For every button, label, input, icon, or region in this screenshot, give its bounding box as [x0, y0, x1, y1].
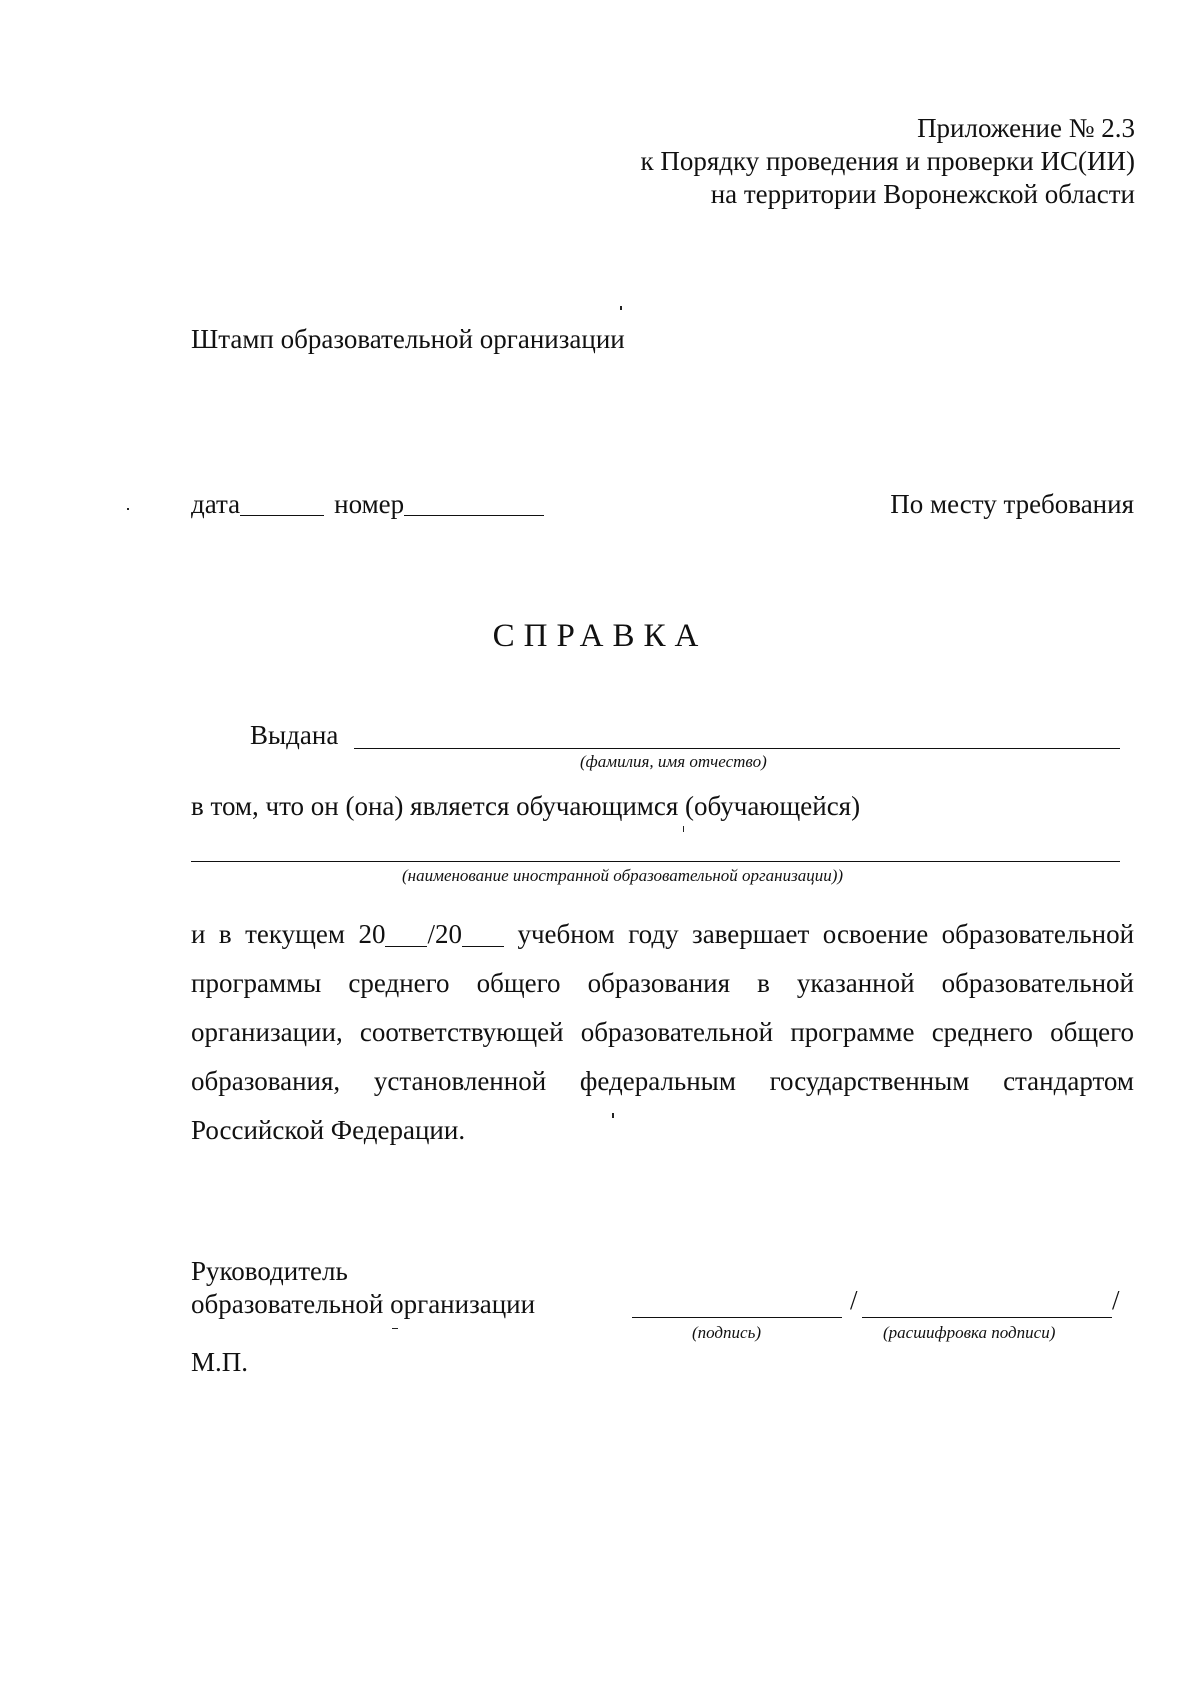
appendix-header — [435, 112, 1135, 211]
appendix-region: на территории Воронежской области — [710, 179, 1135, 209]
scan-speck — [127, 508, 129, 510]
year-end-blank[interactable] — [462, 924, 504, 947]
body-line-1: и в текущем 20 /20 учебном году завершает освоение образовательной — [191, 919, 1135, 949]
signature-slash-1: / — [850, 1285, 858, 1315]
signatory-role-line1: Руководитель — [191, 1256, 348, 1286]
signatory-role — [191, 1255, 535, 1321]
body-line-5: Российской Федерации. — [191, 1115, 466, 1145]
appendix-number: Приложение № 2.3 — [917, 113, 1135, 143]
date-blank[interactable] — [240, 489, 324, 516]
scan-speck — [620, 306, 622, 310]
organization-blank-line[interactable] — [191, 861, 1120, 862]
date-number-row — [191, 489, 544, 520]
year-start-blank[interactable] — [385, 924, 427, 947]
date-label: дата — [191, 489, 241, 519]
status-sentence: в том, что он (она) является обучающимся (обучающейся) — [191, 791, 861, 821]
decoding-caption: (расшифровка подписи) — [883, 1323, 1056, 1342]
organization-caption: (наименование иностранной образовательной организации)) — [402, 866, 844, 885]
scan-speck — [612, 1113, 614, 1118]
number-label: номер — [334, 489, 405, 519]
body-line-3: организации, соответствующей образовательной программе среднего общего — [191, 1017, 1134, 1047]
signature-blank-line[interactable] — [632, 1317, 842, 1318]
scan-speck — [392, 1328, 398, 1329]
scan-speck — [683, 826, 684, 832]
document-title: СПРАВКА — [492, 618, 708, 654]
issued-label: Выдана — [250, 720, 339, 750]
signature-slash-2: / — [1112, 1285, 1120, 1315]
body-line-4: образования, установленной федеральным государственным стандартом — [191, 1066, 1134, 1096]
signatory-role-line2: образовательной организации — [191, 1289, 536, 1319]
signature-caption: (подпись) — [692, 1323, 761, 1342]
seal-label: М.П. — [191, 1347, 249, 1377]
destination-text: По месту требования — [890, 489, 1134, 519]
body-line-2: программы среднего общего образования в указанной образовательной — [191, 968, 1134, 998]
number-blank[interactable] — [404, 489, 544, 516]
appendix-reference: к Порядку проведения и проверки ИС(ИИ) — [640, 146, 1135, 176]
decoding-blank-line[interactable] — [862, 1317, 1112, 1318]
body-paragraph — [191, 910, 1134, 1155]
stamp-label: Штамп образовательной организации — [191, 324, 625, 354]
fio-blank-line[interactable] — [354, 748, 1120, 749]
fio-caption: (фамилия, имя отчество) — [580, 752, 767, 771]
